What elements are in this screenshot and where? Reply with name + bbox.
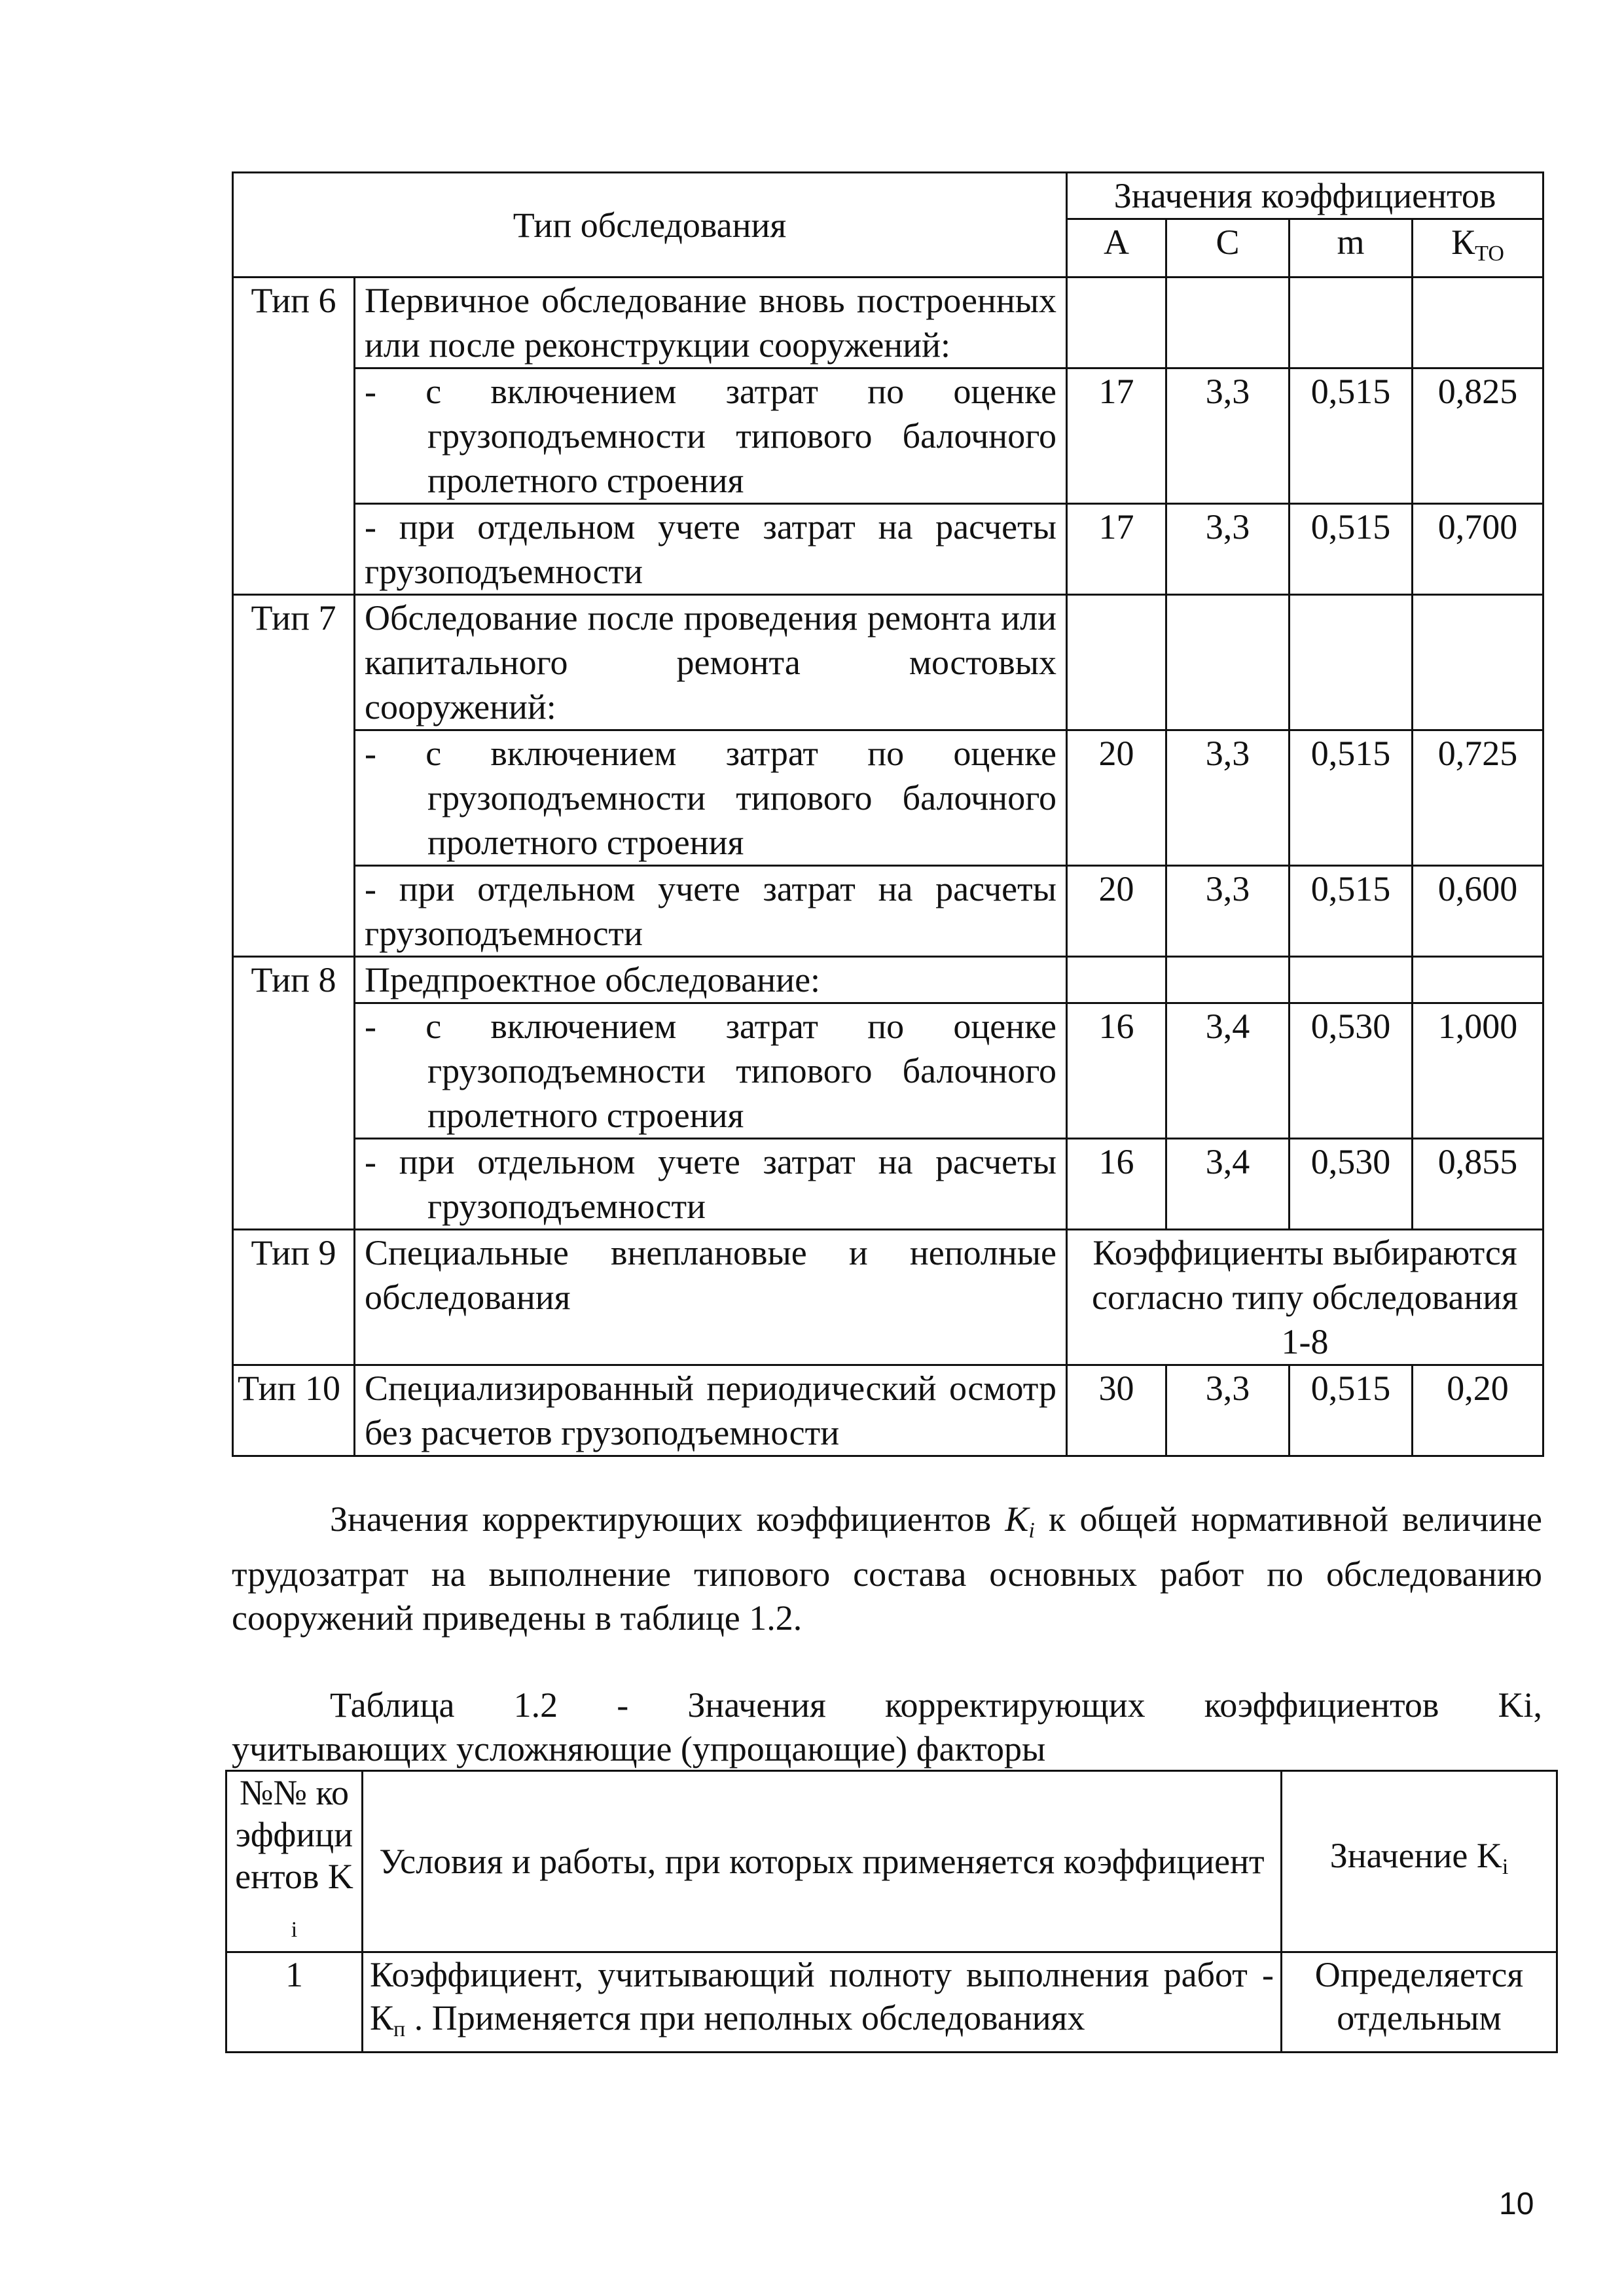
type-6-label: Тип 6	[233, 278, 355, 595]
row-text: - при отдельном учете затрат на расчеты грузоподъемности	[365, 1142, 1057, 1226]
table-row	[233, 368, 1543, 504]
table-row	[226, 1952, 1557, 2053]
value-kto: 0,20	[1413, 1365, 1543, 1456]
value-a: 30	[1067, 1365, 1166, 1456]
type-9-title: Специальные внеплановые и неполные обследования	[355, 1230, 1067, 1365]
value-kto: 0,825	[1413, 368, 1543, 504]
coef-value: Определяется отдельным	[1282, 1952, 1557, 2053]
table-header-row	[226, 1771, 1557, 1952]
kto-letter: К	[1451, 223, 1475, 262]
row-description	[355, 368, 1067, 504]
value-c: 3,3	[1166, 368, 1290, 504]
empty-cell	[1166, 595, 1290, 730]
empty-cell	[1290, 278, 1413, 368]
type-6-title: Первичное обследование вновь построенных или после реконструкции сооружений:	[355, 278, 1067, 368]
row-text: - при отдельном учете затрат на расчеты грузоподъемности	[365, 507, 1057, 591]
paragraph-after: к общей нормативной величине трудозатрат на выполнение типового состава основных работ по обследованию сооружений приведены в таблице 1.2.	[232, 1499, 1542, 1638]
value-m: 0,515	[1290, 1365, 1413, 1456]
value-a: 16	[1067, 1139, 1166, 1230]
paragraph-symbol-sub: i	[1028, 1518, 1035, 1543]
table-row	[233, 1003, 1543, 1139]
row-text: - с включением затрат по оценке грузоподъемности типового балочного пролетного строения	[365, 734, 1057, 862]
type-7-title: Обследование после проведения ремонта или капитального ремонта мостовых сооружений:	[355, 595, 1067, 730]
row-description	[355, 1139, 1067, 1230]
header-value-text: Значение K	[1329, 1836, 1502, 1875]
header-coef-number-text: №№ коэффициентов K	[235, 1773, 353, 1896]
value-kto: 0,725	[1413, 730, 1543, 866]
row-description	[355, 730, 1067, 866]
header-coefficients: Значения коэффициентов	[1067, 173, 1543, 219]
type-9-label: Тип 9	[233, 1230, 355, 1365]
empty-cell	[1290, 595, 1413, 730]
empty-cell	[1413, 278, 1543, 368]
header-value-sub: i	[1502, 1855, 1509, 1879]
header-coef-number	[226, 1771, 363, 1952]
value-m: 0,515	[1290, 368, 1413, 504]
table-row	[233, 1139, 1543, 1230]
empty-cell	[1413, 595, 1543, 730]
row-description	[355, 866, 1067, 957]
empty-cell	[1067, 957, 1166, 1003]
kto-subscript: ТО	[1475, 242, 1504, 266]
header-coef-number-sub: i	[291, 1918, 298, 1942]
table-row	[233, 504, 1543, 595]
table-row	[233, 730, 1543, 866]
coef-conditions-after: . Применяется при неполных обследованиях	[405, 1998, 1085, 2037]
header-value	[1282, 1771, 1557, 1952]
header-col-c: С	[1166, 219, 1290, 278]
row-text: - с включением затрат по оценке грузоподъемности типового балочного пролетного строения	[365, 372, 1057, 500]
coef-conditions-sub: п	[393, 2017, 406, 2041]
value-a: 17	[1067, 368, 1166, 504]
value-m: 0,530	[1290, 1139, 1413, 1230]
header-col-m: m	[1290, 219, 1413, 278]
table-row	[233, 595, 1543, 730]
value-m: 0,515	[1290, 504, 1413, 595]
value-a: 20	[1067, 730, 1166, 866]
header-col-a: А	[1067, 219, 1166, 278]
value-a: 17	[1067, 504, 1166, 595]
header-survey-type: Тип обследования	[233, 173, 1067, 278]
empty-cell	[1413, 957, 1543, 1003]
value-m: 0,530	[1290, 1003, 1413, 1139]
table-row	[233, 278, 1543, 368]
value-c: 3,3	[1166, 730, 1290, 866]
type-10-label: Тип 10	[233, 1365, 355, 1456]
type-8-label: Тип 8	[233, 957, 355, 1230]
row-text: - с включением затрат по оценке грузоподъемности типового балочного пролетного строения	[365, 1007, 1057, 1135]
value-kto: 1,000	[1413, 1003, 1543, 1139]
table-row	[233, 866, 1543, 957]
header-col-kto	[1413, 219, 1543, 278]
type-7-label: Тип 7	[233, 595, 355, 957]
row-description	[355, 504, 1067, 595]
row-text: - при отдельном учете затрат на расчеты грузоподъемности	[365, 869, 1057, 953]
value-kto: 0,700	[1413, 504, 1543, 595]
paragraph-before: Значения корректирующих коэффициентов	[330, 1499, 1005, 1539]
value-a: 20	[1067, 866, 1166, 957]
table-header-row	[233, 173, 1543, 219]
value-c: 3,3	[1166, 504, 1290, 595]
coef-conditions-before: Коэффициент, учитывающий полноту выполнения работ - К	[370, 1955, 1274, 2037]
type-9-note: Коэффициенты выбираются согласно типу обследования 1-8	[1067, 1230, 1543, 1365]
caption-line-2: учитывающих усложняющие (упрощающие) факторы	[232, 1729, 1046, 1768]
body-paragraph	[232, 1498, 1542, 1640]
value-c: 3,4	[1166, 1139, 1290, 1230]
value-a: 16	[1067, 1003, 1166, 1139]
type-10-title: Специализированный периодический осмотр без расчетов грузоподъемности	[355, 1365, 1067, 1456]
type-8-title: Предпроектное обследование:	[355, 957, 1067, 1003]
table-caption	[232, 1683, 1542, 1771]
empty-cell	[1067, 278, 1166, 368]
page-number: 10	[1499, 2187, 1534, 2221]
table-row	[233, 1365, 1543, 1456]
value-c: 3,4	[1166, 1003, 1290, 1139]
header-conditions: Условия и работы, при которых применяется коэффициент	[363, 1771, 1282, 1952]
value-c: 3,3	[1166, 866, 1290, 957]
empty-cell	[1067, 595, 1166, 730]
value-m: 0,515	[1290, 866, 1413, 957]
empty-cell	[1166, 278, 1290, 368]
survey-types-table	[232, 171, 1544, 1457]
empty-cell	[1166, 957, 1290, 1003]
correction-coefficients-table	[225, 1770, 1558, 2053]
value-kto: 0,855	[1413, 1139, 1543, 1230]
paragraph-symbol: K	[1005, 1499, 1029, 1539]
coef-number: 1	[226, 1952, 363, 2053]
value-m: 0,515	[1290, 730, 1413, 866]
value-c: 3,3	[1166, 1365, 1290, 1456]
table-row	[233, 1230, 1543, 1365]
value-kto: 0,600	[1413, 866, 1543, 957]
coef-conditions	[363, 1952, 1282, 2053]
row-description	[355, 1003, 1067, 1139]
empty-cell	[1290, 957, 1413, 1003]
caption-line-1: Таблица 1.2 - Значения корректирующих коэффициентов Ki,	[330, 1685, 1542, 1725]
table-row	[233, 957, 1543, 1003]
